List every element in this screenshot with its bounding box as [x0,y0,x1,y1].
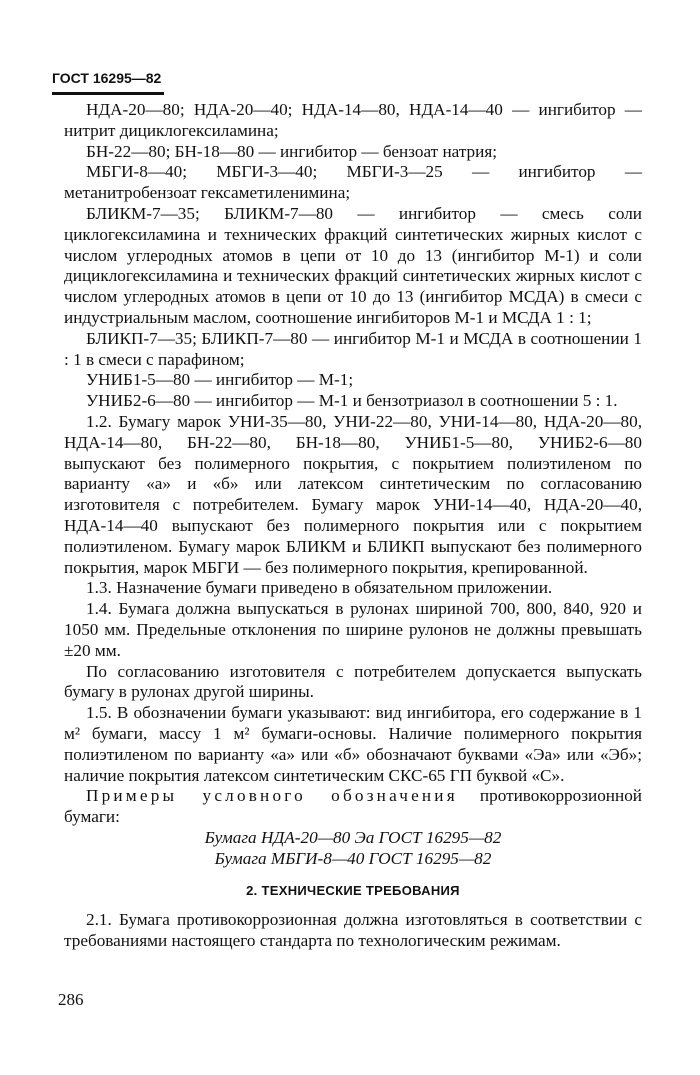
paragraph-1-3: 1.3. Назначение бумаги приведено в обязательном приложении. [86,578,553,598]
paragraph-1-2: 1.2. Бумагу марок УНИ-35—80, УНИ-22—80, УНИ-14—80, НДА-20—80, НДА-14—80, БН-22—80, БН-18—80, УНИБ1-5—80, УНИБ2-6—80 выпускают без полимерного покрытия, с покрытием полиэтиленом по варианту «а» и «б» или латексом синтетическим по согласованию изготовителя с потребителем. Бумагу марок УНИ-14—40, НДА-20—40, НДА-14—40 выпускают без полимерного покрытия или с покрытием полиэтиленом. Бумагу марок БЛИКМ и БЛИКП выпускают без полимерного покрытия, марок МБГИ — без полимерного покрытия, крепированной. [64,411,642,577]
document-body [64,100,642,952]
example-designation-2: Бумага МБГИ-8—40 ГОСТ 16295—82 [214,848,492,868]
paragraph-blikm: БЛИКМ-7—35; БЛИКМ-7—80 — ингибитор — смесь соли циклогексиламина и технических фракций синтетических жирных кислот с числом углеродных атомов в цепи от 10 до 13 (ингибитор М-1) и соли дициклогексиламина и технических фракций синтетических жирных кислот с числом углеродных атомов в цепи от 10 до 13 (ингибитор МСДА) в смеси с индустриальным маслом, соотношение ингибиторов М-1 и МСДА 1 : 1; [64,203,642,327]
paragraph-unib2: УНИБ2-6—80 — ингибитор — М-1 и бензотриазол в соотношении 5 : 1. [86,391,618,411]
example-designation-1: Бумага НДА-20—80 Эа ГОСТ 16295—82 [204,827,502,847]
paragraph-bn: БН-22—80; БН-18—80 — ингибитор — бензоат натрия; [86,141,498,161]
page-number: 286 [58,990,84,1009]
paragraph-1-5: 1.5. В обозначении бумаги указывают: вид ингибитора, его содержание в 1 м² бумаги, массу 1 м² бумаги-основы. Наличие полимерного покрытия полиэтиленом по варианту «а» или «б» обозначают буквами «Эа» или «Эб»; наличие покрытия латексом синтетическим СКС-65 ГП буквой «С». [64,703,642,785]
examples-intro [64,786,642,828]
section-2-heading: 2. ТЕХНИЧЕСКИЕ ТРЕБОВАНИЯ [246,883,460,899]
paragraph-mbgi: МБГИ-8—40; МБГИ-3—40; МБГИ-3—25 — ингибитор — метанитробензоат гексаметиленимина; [64,162,642,203]
paragraph-agreement: По согласованию изготовителя с потребителем допускается выпускать бумагу в рулонах другой ширины. [64,661,642,702]
header-rule [52,92,164,95]
examples-intro-spaced: Примеры условного обозначения [86,786,458,806]
paragraph-2-1: 2.1. Бумага противокоррозионная должна изготовляться в соответствии с требованиями настоящего стандарта по технологическим режимам. [64,910,642,951]
document-code-header: ГОСТ 16295—82 [52,70,162,86]
paragraph-blikp: БЛИКП-7—35; БЛИКП-7—80 — ингибитор М-1 и МСДА в соотношении 1 : 1 в смеси с парафином; [64,328,642,369]
paragraph-unib1: УНИБ1-5—80 — ингибитор — М-1; [86,370,354,390]
paragraph-1-4: 1.4. Бумага должна выпускаться в рулонах шириной 700, 800, 840, 920 и 1050 мм. Предельные отклонения по ширине рулонов не должны превышать ±20 мм. [64,599,642,660]
examples-intro-rest: противокоррозионной бумаги: [64,786,642,827]
paragraph-nda: НДА-20—80; НДА-20—40; НДА-14—80, НДА-14—40 — ингибитор — нитрит дициклогексиламина; [64,100,642,140]
